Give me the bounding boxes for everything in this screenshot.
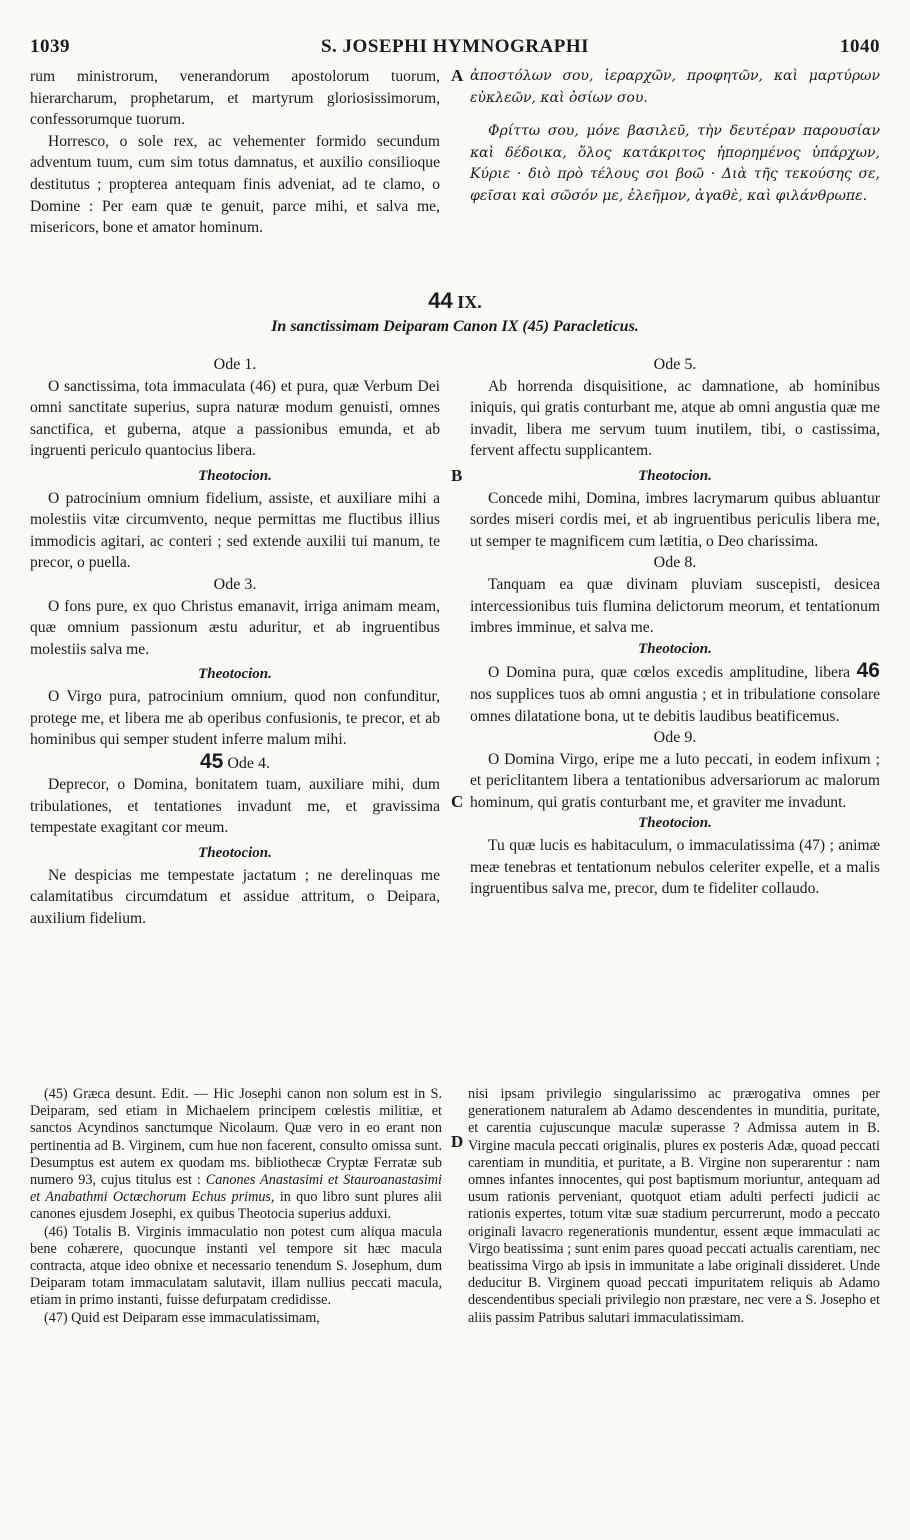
footnotes-right: [468, 1086, 880, 1327]
theotocion-heading: Theotocion.: [638, 640, 712, 657]
theotocion-text: Ne despicias me tempestate jactatum ; ne derelinquas me calamitatibus circumdatum et assidue attritum, o Deipara, auxilium fidelium.: [30, 866, 440, 927]
footnote-continuation: nisi ipsam privilegio singularissimo ac prærogativa omnes per generationem naturalem ab Adamo descendentes in munditia, puritate, et carentia cujuscunque maculæ superasse ? Admissa autem in B. Virgine macula peccati originalis, plures ex posteris Adæ, quoad peccati carentiam in munditia, et puritate, a B. Virgine non superarentur : nam omnes infantes innocentes, qui post baptismum moriuntur, antequam ad usum rationis perveniant, quotquot etiam adulti perfecti judicii ac rationis expertes, totum vitæ suæ stadium percurrerunt, modo a peccato originali lavacro regenerationis mundentur, essent æque immaculati ac Virgo beatissima ; sunt enim pares quoad peccati actualis carentiam, nec beatissima Virgo ab ipsis in immunitate a labe originali dissideret. Unde deducitur B. Virginem quoad peccati impuritatem reliquis ab Adamo descendentibus speciali privilegio non præstare, nec vere a S. Josepho et aliis passim Patribus salutari immaculatissimam.: [468, 1086, 880, 1326]
top-left-latin: [30, 66, 440, 239]
text-part: nos supplices tuos ab omni angustia ; et in tribulatione consolare omnes dilatatione bona, ut te debitis laudibus beatificemus.: [470, 685, 880, 725]
footnote-text: in quo libro sunt plures alii canones ejusdem Josephi, ex quibus Theotocia superius adduxi.: [30, 1189, 442, 1223]
marginal-number: 46: [856, 659, 880, 683]
section-heading: [30, 288, 880, 314]
ode-text: O sanctissima, tota immaculata (46) et pura, quæ Verbum Dei omni sanctitate superius, supra naturæ modum genuisti, omnes sanctifica, et guberna, atque a passionibus emunda, et ab ingruenti periculo quantocius libera.: [30, 377, 440, 460]
ode-text: Deprecor, o Domina, bonitatem tuam, auxiliare mihi, dum tribulationes, et tentationes invadunt me, et gravissima tempestate exagitant cor meum.: [30, 776, 440, 837]
paragraph: rum ministrorum, venerandorum apostolorum tuorum, hierarcharum, prophetarum, et martyrum gloriosissimorum, confessorumque tuorum.: [30, 68, 440, 129]
ode-heading-row: [30, 751, 440, 775]
page-number-right: 1040: [840, 36, 880, 57]
paragraph: Horresco, o sole rex, ac vehementer formido secundum adventum tuum, cum sim totus damnatus, et auxilio consilioque destitutus ; propterea antequam finis adveniat, ad te clamo, o Domine : Per eam quæ te genuit, parce mihi, et salva me, misericors, bone et amator hominum.: [30, 132, 440, 237]
running-title: S. JOSEPHI HYMNOGRAPHI: [320, 36, 590, 57]
paragraph: Φρίττω σου, μόνε βασιλεῦ, τὴν δευτέραν παρουσίαν καὶ δέδοικα, ὅλος κατάκριτος ἠπορημένος ὑπάρχων, Κύριε · διὸ πρὸ τέλους σοι βοῶ · Διὰ τῆς τεκούσης σε, φεῖσαι καὶ σῶσόν με, ἐλεῆμον, ἀγαθὲ, καὶ φιλάνθρωπε.: [470, 123, 880, 204]
theotocion-heading: Theotocion.: [198, 467, 272, 484]
theotocion-heading: Theotocion.: [198, 845, 272, 862]
theotocion-text: Tu quæ lucis es habitaculum, o immaculatissima (47) ; animæ meæ tenebras et tentationum nebulos celeriter expelle, et a malis ingruentibus salva me, precor, dum te fideliter collaudo.: [470, 837, 880, 898]
section-roman-number: IX.: [457, 292, 482, 312]
margin-marker-a: A: [451, 66, 464, 85]
top-right-greek: [470, 66, 880, 208]
footnote-text: (45) Græca desunt. Edit. — Hic Josephi canon non solum est in S. Deiparam, sed etiam in Michaelem principem cœlestis militiæ, et sanctos Acyndinos sanctumque Nicolaum. Quæ vero in eo erant non pertinentia ad B. Virginem, cum hue non facerent, consulto omissa sunt. Desumptus est autem ex quodam ms. bibliothecæ Cryptæ Ferratæ sub numero 93, cujus titulus est :: [30, 1086, 442, 1189]
marginal-number: 45: [199, 749, 224, 773]
ode-heading: Ode 1.: [213, 356, 257, 373]
ode-text: Tanquam ea quæ divinam pluviam suscepisti, desicea intercessionibus tuis flumina delictorum meorum, et tentationum imbres imminue, et salva me.: [470, 575, 880, 637]
ode-heading: Ode 3.: [213, 575, 257, 593]
footnote-47: (47) Quid est Deiparam esse immaculatissimam,: [44, 1309, 320, 1326]
ode-heading: Ode 5.: [653, 356, 697, 373]
ode-text: O Domina Virgo, eripe me a luto peccati, in eodem infixum ; et periclitantem libera a tentationibus adversariorum ac malorum hominum, qui gratis conturbant me, et graviter me invadunt.: [470, 750, 880, 811]
page: [30, 36, 880, 1526]
margin-marker-c: C: [451, 792, 464, 811]
running-header: [30, 36, 880, 62]
footnotes-left: [30, 1086, 442, 1327]
theotocion-heading: Theotocion.: [198, 666, 272, 683]
margin-marker-d: D: [451, 1132, 464, 1151]
theotocion-text: O Virgo pura, patrocinium omnium, quod non confunditur, protege me, et libera me ab operibus confusionis, te precor, et ab hominibus qui semper student inferre malum mihi.: [30, 687, 440, 749]
theotocion-text: O patrocinium omnium fidelium, assiste, et auxiliare mihi a molestiis vitæ circumvento, neque permittas me fluctibus illius immodicis agitari, ac conteri ; sed extende auxilii tui manum, te precor, o puella.: [30, 489, 440, 572]
theotocion-text: [470, 660, 880, 727]
ode-text: O fons pure, ex quo Christus emanavit, irriga animam meam, quæ omnium passionum æstu aduritur, et ab ingruentibus molestiis salva me.: [30, 597, 440, 658]
footnote-45: [30, 1086, 442, 1224]
ode-text: Ab horrenda disquisitione, ac damnatione, ab hominibus iniquis, qui gratis conturbant me, atque ab omni angustia quæ me invadit, libera me servum tuum inutilem, tibi, o castissima, fervent affectu supplicantem.: [470, 377, 880, 460]
footnote-italic-title: Canones Anastasimi et Stauroanastasimi et Anabathmi Octœchorum Echus primus,: [30, 1172, 442, 1206]
theotocion-heading: Theotocion.: [638, 467, 712, 484]
section-marginal-number: 44: [428, 288, 453, 313]
ode-heading: Ode 4.: [227, 754, 270, 772]
section-title: In sanctissimam Deiparam Canon IX (45) Paracleticus.: [271, 318, 639, 335]
theotocion-text: Concede mihi, Domina, imbres lacrymarum quibus abluantur sordes miseri cordis mei, et ab ingruentibus periculis libera me, ut semper te magnificem cum lætitia, o Deo charissima.: [470, 489, 880, 550]
text-part: O Domina pura, quæ cœlos excedis amplitudine, libera: [488, 664, 851, 682]
left-column: [30, 354, 440, 929]
right-column: [470, 354, 880, 900]
paragraph: ἀποστόλων σου, ἱεραρχῶν, προφητῶν, καὶ μαρτύρων εὐκλεῶν, καὶ ὁσίων σου.: [470, 68, 880, 106]
margin-marker-b: B: [451, 466, 463, 485]
ode-heading: Ode 8.: [653, 554, 697, 572]
theotocion-heading: Theotocion.: [638, 815, 712, 832]
page-number-left: 1039: [30, 36, 70, 57]
ode-heading: Ode 9.: [653, 729, 697, 747]
footnote-46: (46) Totalis B. Virginis immaculatio non potest cum aliqua macula bene cohærere, quocunque instanti vel tempore sit hæc macula contracta, atque ideo obnixe et necessario tenendum S. Josephum, dum Deiparam totam immaculatam salutavit, illam nullius peccati macula, etiam in primo instanti, fuisse defurpatam credidisse.: [30, 1223, 442, 1309]
